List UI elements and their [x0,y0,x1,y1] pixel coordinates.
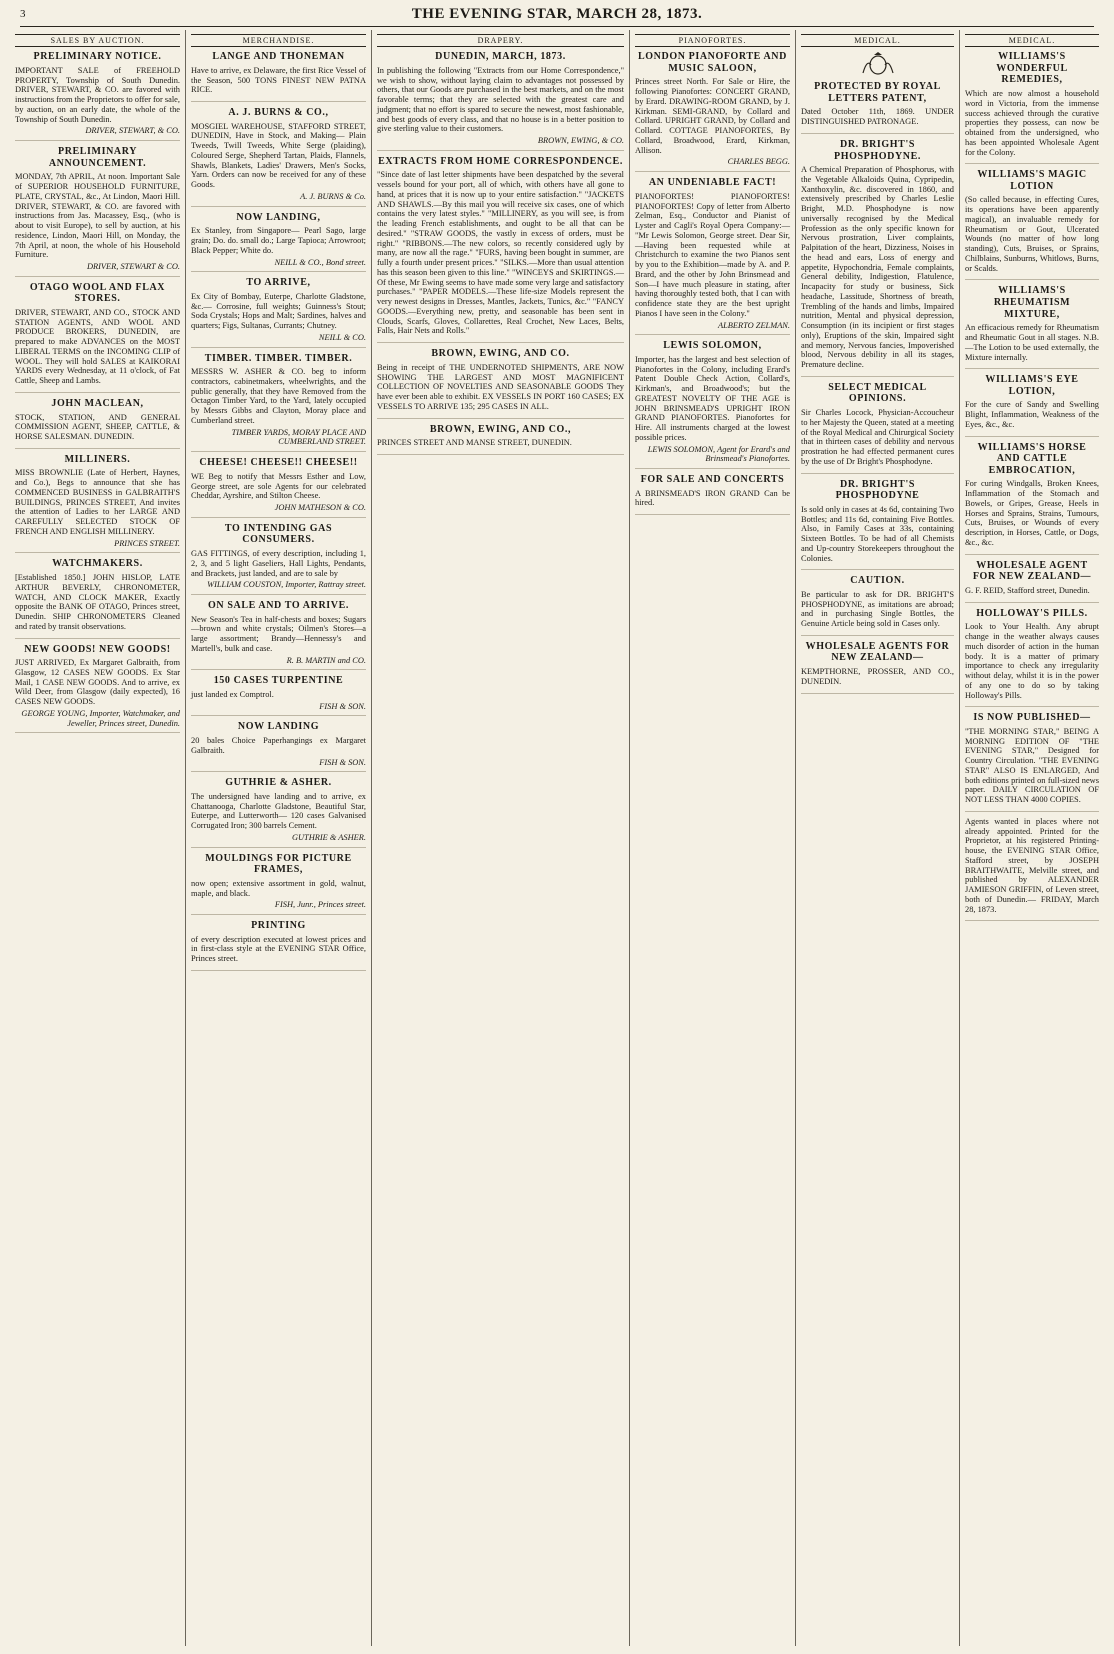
advertisement [635,51,790,172]
ad-signature: JOHN MATHESON & CO. [274,503,366,513]
ad-body-text: Princes street North. For Sale or Hire, the following Pianofortes: CONCERT GRAND, by Erard. DRAWING-ROOM GRAND, by J. Kirkman. SEMI-GRAND, by Collard and Collard. UPRIGHT GRAND, by Collard and Collard. COTTAGE PIANOFORTES, By Collard, Broadwood, Erard, Kirkman, Allison. [635,77,790,155]
ad-heading: 150 CASES TURPENTINE [213,675,344,687]
ad-heading: EXTRACTS FROM HOME CORRESPONDENCE. [378,155,623,167]
advertisement [801,382,954,474]
ad-body-text: PIANOFORTES! PIANOFORTES! PIANOFORTES! Copy of letter from Alberto Zelman, Esq., Conductor and Pianist of Lyster and Cagli's Royal Opera Company:— "Mr Lewis Solomon, George street. Dear Sir,—Having been requested while at Christchurch to examine the two Pianos sent by you to the Exhibition—made by A. and P. Brard, and the other by John Brinsmead and Son—I have much pleasure in stating, after having thoroughly tested both, that I can with confidence state they are the best upright Pianos I have seen in the Colony." [635,191,790,318]
masthead [20,6,1094,27]
advertisement [965,817,1099,922]
ad-body-text: [Established 1850.] JOHN HISLOP, LATE ARTHUR BEVERLY, CHRONOMETER, WATCH, AND CLOCK MAKER, Exactly opposite the BANK OF OTAGO, Princes street, Dunedin. SHIP CHRONOMETERS Cleaned and rated by transit observations. [15,573,180,631]
ad-heading: PROTECTED BY ROYAL LETTERS PATENT, [814,81,941,104]
ad-body-text: In publishing the following "Extracts from our Home Correspondence," we wish to show, without laying claim to advantages not possessed by others, that our Goods are purchased in the best markets, and on the most favorable terms; that they are selected with the greatest care and judgment; that no effort is spared to secure the newest, most fashionable, and best goods of every class, and that no house is in a better position to give sterling value to their customers. [377,65,624,134]
advertisement [15,454,180,554]
ad-signature: BROWN, EWING, & CO. [537,136,624,146]
advertisement [801,81,954,134]
column-3 [372,30,630,1646]
ad-signature: WILLIAM COUSTON, Importer, Rattray street. [207,580,366,590]
ad-heading: JOHN MACLEAN, [51,397,144,409]
ad-body-text: Which are now almost a household word in Victoria, from the immense success achieved through the curative properties they possess, can now be obtained from the undersigned, who has been appointed Wholesale Agent for the Colony. [965,89,1099,157]
ad-body-text: WE Beg to notify that Messrs Esther and Low, George street, are sole Agents for our celebrated Cheddar, Ayrshire, and Stilton Cheese. [191,471,366,501]
advertisement [191,212,366,273]
ad-heading: AN UNDENIABLE FACT! [648,177,777,189]
ad-heading: LEWIS SOLOMON, [663,340,762,352]
ad-body-text: Look to Your Health. Any abrupt change in the weather always causes much disorder of action in the human body. It is a matter of primary importance to check any irregularity without delay, whilst it is in the power of any one to do so by taking Holloway's Pills. [965,622,1099,700]
ad-heading: DR. BRIGHT'S PHOSPHODYNE [835,478,920,502]
ad-body-text: MESSRS W. ASHER & CO. beg to inform contractors, cabinetmakers, wheelwrights, and the public generally, that they have Removed from the Octagon Timber Yard, to the Yard, lately occupied by Messrs Gibbs and Clayton, Moray place and Cumberland street. [191,367,366,425]
column-heading: PIANOFORTES. [635,34,790,47]
advertisement [191,600,366,670]
ad-heading: NOW LANDING [237,721,320,733]
advertisement [801,479,954,571]
ad-signature: R. B. MARTIN and CO. [286,655,366,665]
ad-body-text: For the cure of Sandy and Swelling Blight, Inflammation, Weakness of the Eyes, &c., &c. [965,400,1099,429]
advertisement [965,285,1099,369]
advertisement [191,777,366,847]
ad-body-text: Being in receipt of THE UNDERNOTED SHIPMENTS, ARE NOW SHOWING THE LARGEST AND MOST MAGNIFICENT COLLECTION OF NOVELTIES AND SEASONABLE GOODS They have ever been able to exhibit. EX VESSELS IN PORT 160 CASES; EX VESSELS TO ARRIVE 135; 295 CASES IN ALL. [377,362,624,411]
advertisement [191,523,366,595]
advertisement [965,442,1099,555]
advertisement [965,608,1099,708]
column-6 [960,30,1104,1646]
page-number: 3 [20,8,26,20]
ad-body-text: Sir Charles Locock, Physician-Accoucheur to her Majesty the Queen, stated at a meeting of the Royal Medical and Chirurgical Society that in thirteen cases of debility and nervous prostration he had effected permanent cures by the use of Dr Bright's Phosphodyne. [801,408,954,466]
advertisement [965,560,1099,603]
ad-heading: TO ARRIVE, [246,277,311,289]
advertisement [635,474,790,515]
advertisement [377,424,624,455]
ad-heading: LANGE AND THONEMAN [212,51,345,63]
column-heading: MERCHANDISE. [191,34,366,47]
column-2 [186,30,372,1646]
ad-heading: WILLIAMS'S WONDERFUL REMEDIES, [996,51,1068,86]
advertisement [377,348,624,418]
ad-heading: NEW GOODS! NEW GOODS! [24,643,171,655]
ad-body-text: Be particular to ask for DR. BRIGHT'S PHOSPHODYNE, as imitations are abroad; and in purchasing Single Bottles, the Genuine Article being sold in Cases only. [801,589,954,629]
column-heading: SALES BY AUCTION. [15,34,180,47]
column-4 [630,30,796,1646]
ad-body-text: MOSGIEL WAREHOUSE, STAFFORD STREET, DUNEDIN, Have in Stock, and Making— Plain Tweeds, Twill Tweeds, White Serge (plaiding), Coloured Serge, Shepherd Tartan, Plaids, Flannels, Shawls, Blankets, Ladies' Drawers, Men's Socks, Yarn. Orders can now be received for any of these Goods. [191,121,366,190]
ad-signature: TIMBER YARDS, MORAY PLACE AND CUMBERLAND STREET. [231,427,366,447]
ad-heading: ON SALE AND TO ARRIVE. [208,600,349,612]
ad-heading: MILLINERS. [64,453,131,465]
columns [10,30,1104,1646]
ad-signature: GUTHRIE & ASHER. [291,832,366,842]
ad-body-text: The undersigned have landing and to arrive, ex Chattanooga, Charlotte Gladstone, Beautiful Star, Euterpe, and Lutterworth— 120 cases Galvanised Corrugated Iron; 300 barrels Cement. [191,791,366,831]
ad-heading: MOULDINGS FOR PICTURE FRAMES, [205,852,352,876]
ad-body-text: G. F. REID, Stafford street, Dunedin. [965,585,1090,595]
ad-body-text: 20 bales Choice Paperhangings ex Margaret Galbraith. [191,736,366,755]
advertisement [191,51,366,102]
ad-body-text: "THE MORNING STAR," BEING A MORNING EDITION OF "THE EVENING STAR," Designed for Country Circulation. "THE EVENING STAR" ALSO IS ENLARGED, And both editions printed on full-sized news paper. DAILY CIRCULATION OF NOT LESS THAN 4000 COPIES. [965,726,1099,805]
ad-signature: CHARLES BEGG. [727,157,790,167]
ad-heading: WILLIAMS'S HORSE AND CATTLE EMBROCATION, [977,441,1087,476]
ad-heading: DUNEDIN, MARCH, 1873. [435,51,566,63]
ad-body-text: (So called because, in effecting Cures, its operations have been apparently magical), an invaluable remedy for Rheumatism or Gout, Ulcerated Wounds (no matter of how long standing), Cuts, Bruises, or Sprains, Chilblains, Sunburns, Whitlows, Burns, or Scalds. [965,195,1099,273]
ad-heading: IS NOW PUBLISHED— [973,712,1091,724]
advertisement [965,712,1099,812]
ad-body-text: MONDAY, 7th APRIL, At noon. Important Sale of SUPERIOR HOUSEHOLD FURNITURE, PLATE, CRYSTAL, &c., At Lindon, Maori Hill. DRIVER, STEWART, & CO. are favored with instructions from Jas. Macassey, Esq., (who is about to visit Europe), to sell by auction, at his residence, Lindon, Maori Hill, on Monday, the 7th April, at noon, the whole of his Household Furniture. [15,172,180,260]
ad-body-text: Is sold only in cases at 4s 6d, containing Two Bottles; and 11s 6d, containing Five Bottles. Also, in Family Cases at 33s, containing Sixteen Bottles. To be had of all Chemists and Up-country Storekeepers throughout the Colonies. [801,504,954,563]
ad-heading: PRELIMINARY ANNOUNCEMENT. [48,146,147,169]
ad-heading: NOW LANDING, [236,211,321,223]
ad-heading: BROWN, EWING, AND CO. [431,348,570,360]
advertisement [15,282,180,393]
ad-body-text: Ex City of Bombay, Euterpe, Charlotte Gladstone, &c.— Corrosine, full weights; Guinness's Stout; Soda Crystals; Hops and Malt; Sardines, halves and quarters; Figs, Sultanas, Currants; Chutney. [191,291,366,331]
ad-body-text: now open; extensive assortment in gold, walnut, maple, and black. [191,878,366,898]
advertisement [191,675,366,716]
advertisement [635,177,790,335]
advertisement [191,721,366,772]
ad-heading: DR. BRIGHT'S PHOSPHODYNE. [834,138,921,162]
ad-heading: HOLLOWAY'S PILLS. [976,607,1088,619]
ad-heading: CAUTION. [850,575,905,587]
ad-heading: TO INTENDING GAS CONSUMERS. [224,522,333,546]
ad-body-text: STOCK, STATION, AND GENERAL COMMISSION AGENT, SHEEP, CATTLE, & HORSE SALESMAN. DUNEDIN. [15,412,180,442]
ad-heading: OTAGO WOOL AND FLAX STORES. [29,281,166,305]
advertisement [965,169,1099,280]
ad-heading: WHOLESALE AGENTS FOR NEW ZEALAND— [805,640,950,664]
ad-heading: CHEESE! CHEESE!! CHEESE!! [199,457,358,469]
ad-signature: FISH & SON. [319,701,366,711]
advertisement [191,353,366,453]
advertisement [15,558,180,638]
advertisement [191,277,366,347]
ad-heading: LONDON PIANOFORTE AND MUSIC SALOON, [638,51,787,74]
advertisement [635,340,790,469]
advertisement [191,107,366,207]
ad-heading: WILLIAMS'S RHEUMATISM MIXTURE, [993,285,1071,320]
ad-heading: WHOLESALE AGENT FOR NEW ZEALAND— [972,559,1092,583]
ad-heading: GUTHRIE & ASHER. [225,777,332,789]
ad-body-text: DRIVER, STEWART, AND CO., STOCK AND STATION AGENTS, AND WOOL AND PRODUCE BROKERS, DUNEDIN, are prepared to make ADVANCES on the MOST LIBERAL TERMS on the INCOMING CLIP of WOOL. They will hold SALES at KAIKORAI YARDS every Wednesday, at 11 o'clock, of Fat Cattle, Sheep and Lambs. [15,307,180,386]
ad-signature: PRINCES STREET. [114,538,180,548]
advertisement [801,139,954,377]
ad-signature: A. J. BURNS & Co. [300,191,366,201]
ad-heading: PRELIMINARY NOTICE. [33,51,162,63]
ad-signature: ALBERTO ZELMAN. [718,320,790,330]
ad-body-text: just landed ex Comptrol. [191,689,274,699]
ad-heading: A. J. BURNS & CO., [228,107,329,119]
ad-body-text: New Season's Tea in half-chests and boxes; Sugars—brown and white crystals; Oilmen's Stores—a large assortment; Brandy—Hennessy's and Martell's, bulk and case. [191,614,366,653]
ad-heading: PRINTING [251,920,306,932]
ad-heading: WILLIAMS'S MAGIC LOTION [977,169,1087,192]
advertisement [15,398,180,449]
advertisement [15,51,180,141]
ad-body-text: of every description executed at lowest prices and in first-class style at the EVENING STAR Office, Princes street. [191,934,366,964]
ad-heading: BROWN, EWING, AND CO., [429,423,572,435]
ad-signature: LEWIS SOLOMON, Agent for Erard's and Brinsmead's Pianofortes. [647,444,790,464]
advertisement [191,920,366,971]
advertisement [965,51,1099,164]
column-5 [796,30,960,1646]
ad-body-text: An efficacious remedy for Rheumatism and Rheumatic Gout in all stages. N.B.—The Lotion to be used externally, the Mixture internally. [965,323,1099,362]
column-1 [10,30,186,1646]
ad-body-text: JUST ARRIVED, Ex Margaret Galbraith, from Glasgow, 12 CASES NEW GOODS. Ex Star Mail, 1 CASE NEW GOODS. And to arrive, ex Wild Deer, from Glasgow (daily expected), 16 CASES NEW GOODS. [15,658,180,707]
ad-signature: FISH & SON. [319,757,366,767]
ad-body-text: IMPORTANT SALE of FREEHOLD PROPERTY, Township of South Dunedin. DRIVER, STEWART, & CO. are favored with instructions from the Proprietors to offer for sale, by auction, on an early date, the whole of the Township of South Dunedin. [15,65,180,124]
ad-body-text: MISS BROWNLIE (Late of Herbert, Haynes, and Co.), Begs to announce that she has COMMENCED BUSINESS in GALBRAITH'S BUILDINGS, PRINCES STREET, And invites the attention of Ladies to her LARGE AND CAREFULLY SELECTED STOCK OF FRENCH AND ENGLISH MILLINERY. [15,468,180,536]
ad-body-text: Have to arrive, ex Delaware, the first Rice Vessel of the Season, 500 TONS FINEST NEW PATNA RICE. [191,65,366,95]
ad-signature: FISH, Junr., Princes street. [274,900,366,910]
advertisement [191,853,366,915]
newspaper-title: THE EVENING STAR, MARCH 28, 1873. [411,6,703,22]
ad-heading: WATCHMAKERS. [52,558,143,570]
ad-body-text: GAS FITTINGS, of every description, including 1, 2, 3, and 5 light Gaseliers, Hall Lights, Pendants, and Brackets, just landed, and are to sale by [191,549,366,578]
ad-body-text: PRINCES STREET AND MANSE STREET, DUNEDIN. [377,438,572,448]
ad-heading: SELECT MEDICAL OPINIONS. [828,381,927,405]
ad-signature: GEORGE YOUNG, Importer, Watchmaker, and Jeweller, Princes street, Dunedin. [21,708,180,728]
ad-heading: FOR SALE AND CONCERTS [640,474,785,486]
ad-body-text: KEMPTHORNE, PROSSER, AND CO., DUNEDIN. [801,667,954,686]
ad-heading: WILLIAMS'S EYE LOTION, [985,374,1079,397]
advertisement [801,641,954,694]
column-heading: DRAPERY. [377,34,624,47]
ad-signature: DRIVER, STEWART & CO. [86,262,180,272]
advertisement [377,51,624,151]
ad-body-text: For curing Windgalls, Broken Knees, Inflammation of the Stomach and Bowels, or Gripes, Grease, Heels in Horses and Sprains, Strains, Tumours, Cuts, Bruises, or Wounds of every description, in Horses, Cattle, or Dogs, &c., &c. [965,479,1099,547]
royal-arms-crest-icon [859,51,897,77]
advertisement [801,575,954,636]
ad-signature: DRIVER, STEWART, & CO. [85,126,180,136]
ad-body-text: Agents wanted in places where not already appointed. Printed for the Proprietor, at his registered Printing-house, the EVENING STAR Office, Stafford street, by JOSEPH BRAITHWAITE, Melville street, and published by ALEXANDER JAMIESON GRIFFIN, of Leven street, both of Dunedin.— FRIDAY, March 28, 1873. [965,816,1099,914]
ad-body-text: "Since date of last letter shipments have been despatched by the several vessels bound for your port, all of which, with others have all gone to hand, at prices that it is now up to your entire satisfaction." "JACKETS AND SHAWLS.—By this mail you will receive six cases, one of which contains the very latest styles." "MILLINERY, as you will see, is from the leading French establishments, and ought to be all that can be desired." "STRAW GOODS, the vastly in excess of orders, must be right." "RIBBONS.—The new colors, so recently considered ugly by many, are now all the rage." "FURS, having been bought in summer, are fully a fourth under present prices." "SILKS.—More than usual attention has this season been given to this line." "WINCEYS and SKIRTINGS.—Of these, Mr Ewing seems to have made some very large and satisfactory purchases." "PAPER MODELS.—These life-size Models represent the very newest designs in Dresses, Mantles, Jackets, Tunics, &c." "FANCY GOODS.—Everything new, pretty, and seasonable has been sent in Clouds, Scarfs, Gloves, Collarettes, Real Crochet, New Laces, Belts, Falls, Hair Nets and Rolls." [377,170,624,336]
ad-body-text: Importer, has the largest and best selection of Pianofortes in the Colony, including Erard's Patent Double Check Action, Collard's, Kirkman's, and Broadwood's; but the GREATEST NOVELTY OF THE AGE is JOHN BRINSMEAD'S UPRIGHT IRON GRAND PIANOFORTES. Pianofortes for Hire. All instruments charged at the lowest possible prices. [635,354,790,442]
advertisement [15,644,180,734]
advertisement [965,374,1099,436]
advertisement [15,146,180,277]
ad-body-text: Dated October 11th, 1869. UNDER DISTINGUISHED PATRONAGE. [801,107,954,127]
advertisement [191,457,366,518]
advertisement [377,156,624,343]
column-heading: MEDICAL. [801,34,954,47]
column-heading: MEDICAL. [965,34,1099,47]
ad-body-text: A Chemical Preparation of Phosphorus, with the Vegetable Alkaloids Quina, Cypripedin, Xanthoxylin, &c. discovered in 1860, and extensively prescribed by Charles Leslie Bright, M.D. Phosphodyne is now universally recognised by the Medical Profession as the only specific known for Nervous prostration, Liver complaints, Palpitation of the heart, Dizziness, Noises in the head and ears, Loss of energy and appetite, Hypochondria, Female complaints, General debility, Indigestion, Flatulence, Incapacity for study or business, Sick headache, Lassitude, Shortness of breath, Trembling of the hands and limbs, Impaired nutrition, Mental and physical depression, Consumption (in its incipient or first stages only), Eruptions of the skin, Impaired sight and memory, Nervous fancies, Impoverished blood, Nervous debility in all its stages, Premature decline. [801,165,954,370]
ad-heading: TIMBER. TIMBER. TIMBER. [204,352,353,364]
ad-body-text: A BRINSMEAD'S IRON GRAND Can be hired. [635,488,790,508]
ad-signature: NEILL & CO., Bond street. [274,257,366,267]
ad-signature: NEILL & CO. [318,332,366,342]
ad-body-text: Ex Stanley, from Singapore— Pearl Sago, large grain; Do. do. small do.; Large Tapioca; Arrowroot; Black Pepper; White do. [191,226,366,255]
